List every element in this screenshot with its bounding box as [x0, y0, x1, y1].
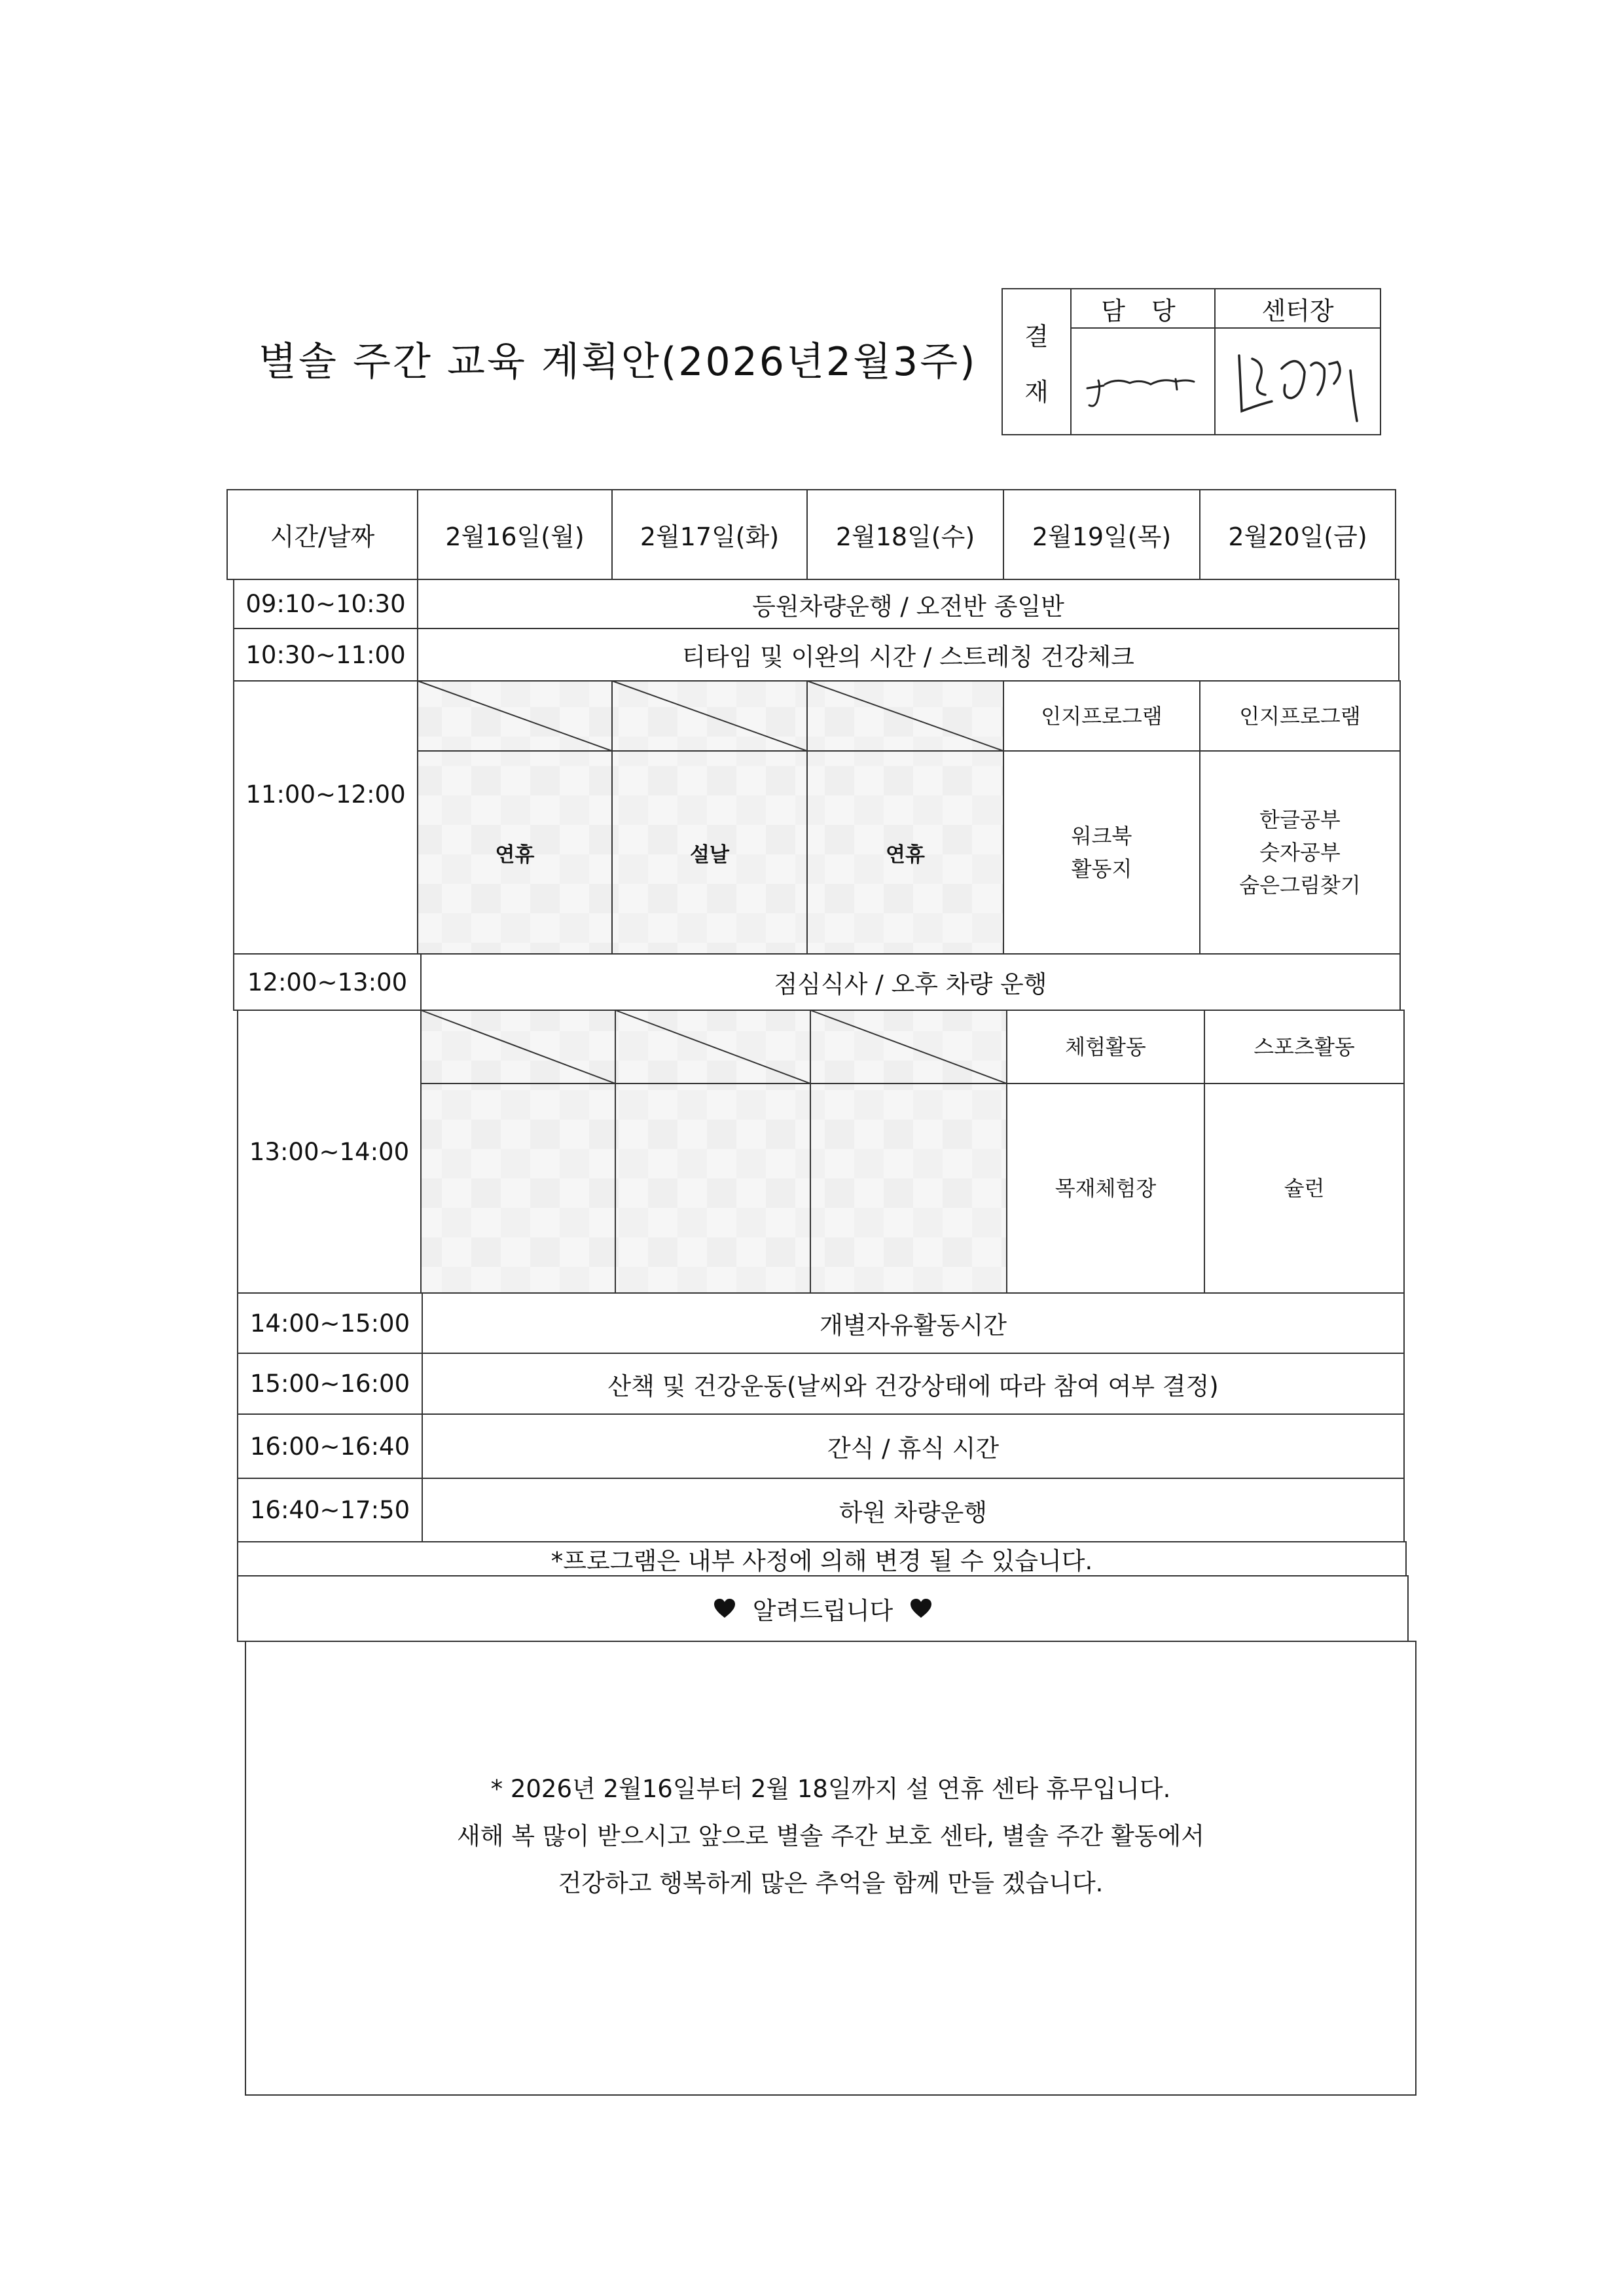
- program-body-fri: [1200, 751, 1400, 954]
- time-cell: 10:30~11:00: [245, 640, 406, 669]
- approval-label-top: 결: [1024, 321, 1049, 351]
- holiday-cell-wed: 연휴: [886, 843, 925, 867]
- time-cell: 14:00~15:00: [249, 1309, 410, 1338]
- header-day-wed: 2월18일(수): [835, 522, 975, 551]
- time-cell: 13:00~14:00: [249, 1137, 410, 1166]
- program-body-thu: [1003, 751, 1200, 954]
- program-line: 숫자공부: [1259, 840, 1341, 865]
- program-line: 워크북: [1071, 824, 1132, 848]
- page-title: 별솔 주간 교육 계획안(2026년2월3주): [259, 339, 977, 385]
- notice-line: * 2026년 2월16일부터 2월 18일까지 설 연휴 센타 휴무입니다.: [490, 1775, 1171, 1803]
- program-header-thu: 인지프로그램: [1041, 703, 1163, 729]
- header-time-date: 시간/날짜: [270, 522, 375, 551]
- heart-icon: [910, 1598, 932, 1619]
- approval-label-bottom: 재: [1024, 377, 1049, 407]
- program-line: 활동지: [1071, 856, 1132, 881]
- notice-title: 알려드립니다: [752, 1597, 893, 1625]
- activity-cell: 산책 및 건강운동(날씨와 건강상태에 따라 참여 여부 결정): [607, 1372, 1219, 1400]
- program-header-fri: 인지프로그램: [1239, 703, 1361, 729]
- holiday-cell-mon: 연휴: [495, 843, 535, 867]
- footnote: *프로그램은 내부 사정에 의해 변경 될 수 있습니다.: [550, 1547, 1093, 1575]
- time-cell: 12:00~13:00: [247, 968, 408, 996]
- header-day-thu: 2월19일(목): [1032, 522, 1172, 551]
- activity-cell: 등원차량운행 / 오전반 종일반: [752, 592, 1064, 621]
- program-line: 한글공부: [1259, 807, 1341, 832]
- notice-line: 새해 복 많이 받으시고 앞으로 별솔 주간 보호 센타, 별솔 주간 활동에서: [457, 1822, 1204, 1850]
- time-cell: 15:00~16:00: [249, 1370, 410, 1398]
- time-cell: 09:10~10:30: [245, 590, 406, 618]
- time-cell: 16:00~16:40: [249, 1432, 410, 1461]
- activity-cell: 하원 차량운행: [839, 1498, 988, 1527]
- program-line: 숨은그림찾기: [1239, 873, 1361, 898]
- activity-cell: 티타임 및 이완의 시간 / 스트레칭 건강체크: [682, 643, 1134, 671]
- program-body-thu: 목재체험장: [1055, 1176, 1157, 1201]
- notice-line: 건강하고 행복하게 많은 추억을 함께 만들 겠습니다.: [558, 1869, 1104, 1897]
- header-day-fri: 2월20일(금): [1228, 522, 1367, 551]
- activity-cell: 점심식사 / 오후 차량 운행: [774, 970, 1047, 998]
- notice-body: [245, 1761, 1416, 1912]
- program-body-fri: 슐런: [1284, 1176, 1325, 1201]
- header-day-mon: 2월16일(월): [445, 522, 585, 551]
- activity-cell: 개별자유활동시간: [820, 1311, 1007, 1339]
- notice-header: [238, 1576, 1408, 1641]
- time-cell: 16:40~17:50: [249, 1496, 410, 1524]
- time-cell: 11:00~12:00: [245, 780, 406, 809]
- header-day-tue: 2월17일(화): [640, 522, 780, 551]
- activity-cell: 간식 / 휴식 시간: [827, 1434, 1000, 1463]
- program-header-fri: 스포츠활동: [1254, 1034, 1355, 1059]
- approval-header-manager: 담 당: [1072, 289, 1216, 329]
- holiday-cell-tue: 설날: [690, 843, 729, 867]
- approval-header-director: 센터장: [1216, 289, 1380, 329]
- program-header-thu: 체험활동: [1065, 1034, 1146, 1059]
- heart-icon: [713, 1598, 736, 1619]
